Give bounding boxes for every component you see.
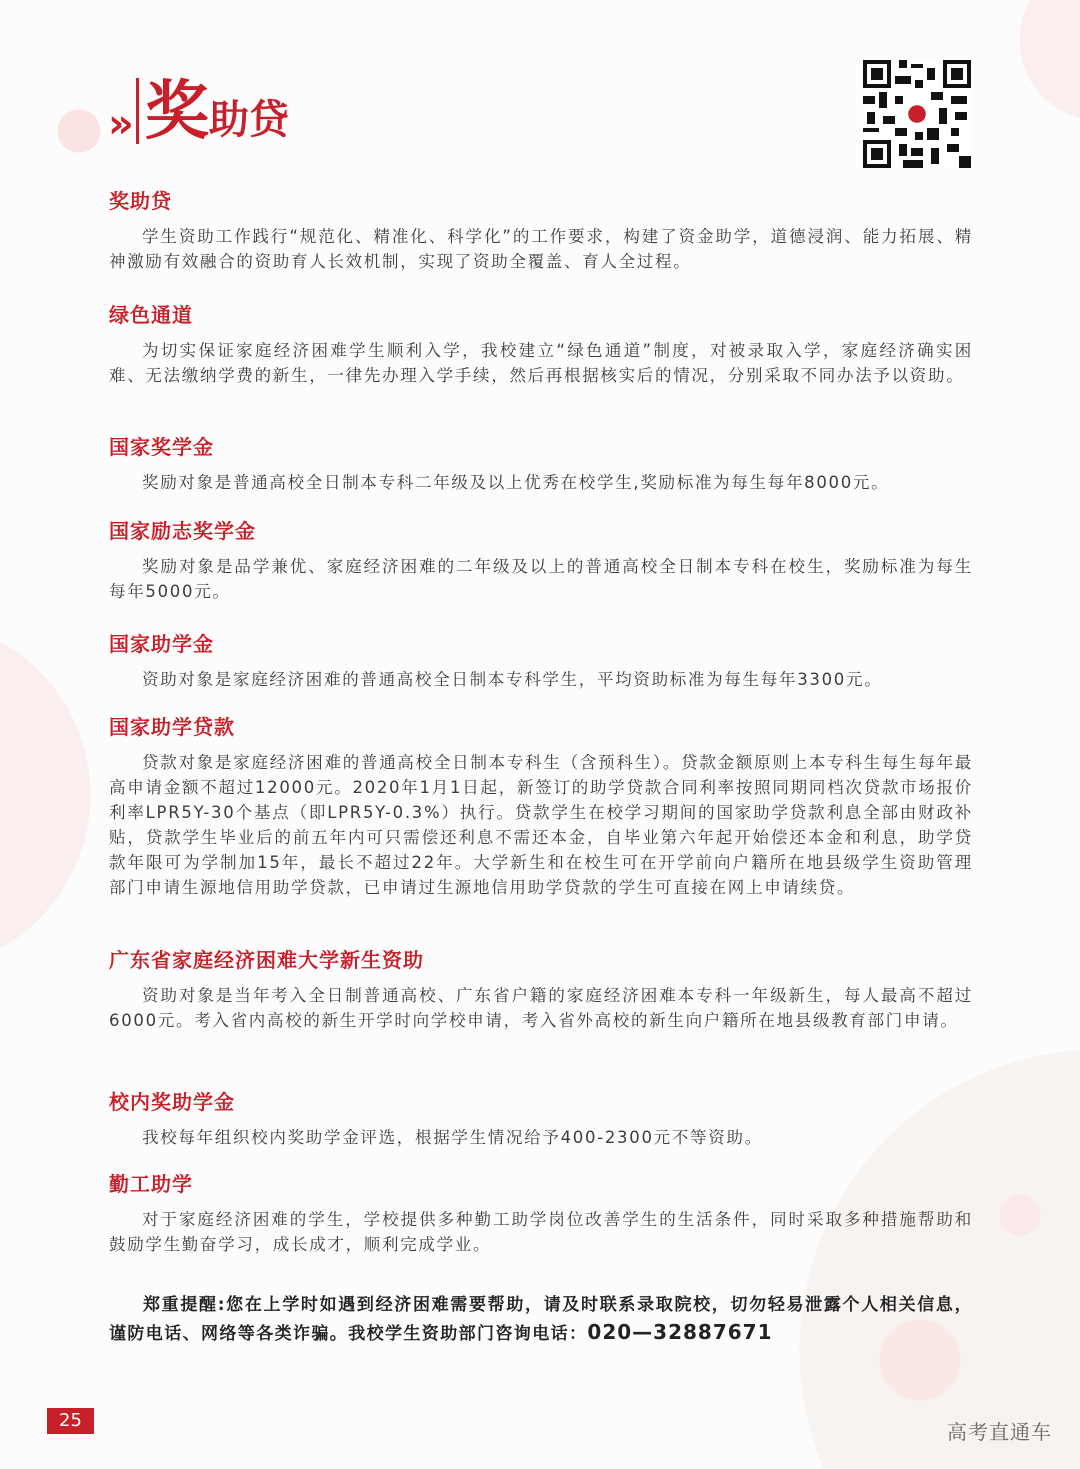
section-heading: 国家助学金 [109,632,214,656]
section-body: 学生资助工作践行“规范化、精准化、科学化”的工作要求，构建了资金助学，道德浸润、能力拓展、精神激励有效融合的资助育人长效机制，实现了资助全覆盖、育人全过程。 [109,227,973,271]
section-national-scholarship [109,434,973,495]
title-big-char: 奖 [144,75,209,149]
section-heading: 广东省家庭经济困难大学新生资助 [109,948,424,972]
section-heading: 国家助学贷款 [109,715,235,739]
section-heading: 国家奖学金 [109,435,214,459]
section-national-grant [109,631,973,692]
section-body: 为切实保证家庭经济困难学生顺利入学，我校建立“绿色通道”制度，对被录取入学，家庭经济确实困难、无法缴纳学费的新生，一律先办理入学手续，然后再根据核实后的情况，分别采取不同办法予以资助。 [109,341,973,385]
fraud-notice [109,1292,973,1348]
section-body: 我校每年组织校内奖助学金评选，根据学生情况给予400-2300元不等资助。 [142,1128,763,1147]
section-jiangzhudai [109,188,973,274]
section-body: 奖励对象是普通高校全日制本专科二年级及以上优秀在校学生,奖励标准为每生每年8000元。 [142,473,890,492]
page-title [108,75,289,149]
page-number: 25 [47,1408,94,1434]
section-inspirational-scholarship [109,518,973,604]
section-body: 对于家庭经济困难的学生，学校提供多种勤工助学岗位改善学生的生活条件，同时采取多种措施帮助和鼓励学生勤奋学习，成长成才，顺利完成学业。 [109,1210,973,1254]
phone-number: 020—32887671 [587,1320,773,1344]
qr-code-icon [863,60,971,168]
section-heading: 国家励志奖学金 [109,519,256,543]
section-guangdong-freshman-aid [109,947,973,1033]
section-body: 贷款对象是家庭经济困难的普通高校全日制本专科生（含预科生）。贷款金额原则上本专科生每生每年最高申请金额不超过12000元。2020年1月1日起，新签订的助学贷款合同利率按照同期同档次贷款市场报价利率LPR5Y-30个基点（即LPR5Y-0.3%）执行。贷款学生在校学习期间的国家助学贷款利息全部由财政补贴，贷款学生毕业后的前五年内可只需偿还利息不需还本金，自毕业第六年起开始偿还本金和利息，助学贷款年限可为学制加15年，最长不超过22年。大学新生和在校生可在开学前向户籍所在地县级学生资助管理部门申请生源地信用助学贷款，已申请过生源地信用助学贷款的学生可直接在网上申请续贷。 [109,753,973,897]
double-chevron-icon: » [108,101,122,147]
watermark: 高考直通车 [947,1420,1052,1444]
section-heading: 绿色通道 [109,303,193,327]
section-heading: 奖助贷 [109,189,172,213]
section-green-channel [109,302,973,388]
section-work-study [109,1171,973,1257]
section-heading: 校内奖助学金 [109,1090,235,1114]
section-body: 奖励对象是品学兼优、家庭经济困难的二年级及以上的普通高校全日制本专科在校生，奖励标准为每生每年5000元。 [109,557,973,601]
title-rest: 助贷 [208,97,289,143]
section-student-loan [109,714,973,900]
section-body: 资助对象是家庭经济困难的普通高校全日制本专科学生，平均资助标准为每生每年3300元。 [142,670,883,689]
section-campus-scholarship [109,1089,973,1150]
title-divider [136,78,139,144]
notice-text: 郑重提醒:您在上学时如遇到经济困难需要帮助，请及时联系录取院校，切勿轻易泄露个人相关信息，谨防电话、网络等各类诈骗。我校学生资助部门咨询电话： [109,1295,973,1344]
section-heading: 勤工助学 [109,1172,193,1196]
section-body: 资助对象是当年考入全日制普通高校、广东省户籍的家庭经济困难本专科一年级新生，每人最高不超过6000元。考入省内高校的新生开学时向学校申请，考入省外高校的新生向户籍所在地县级教育部门申请。 [109,986,973,1030]
